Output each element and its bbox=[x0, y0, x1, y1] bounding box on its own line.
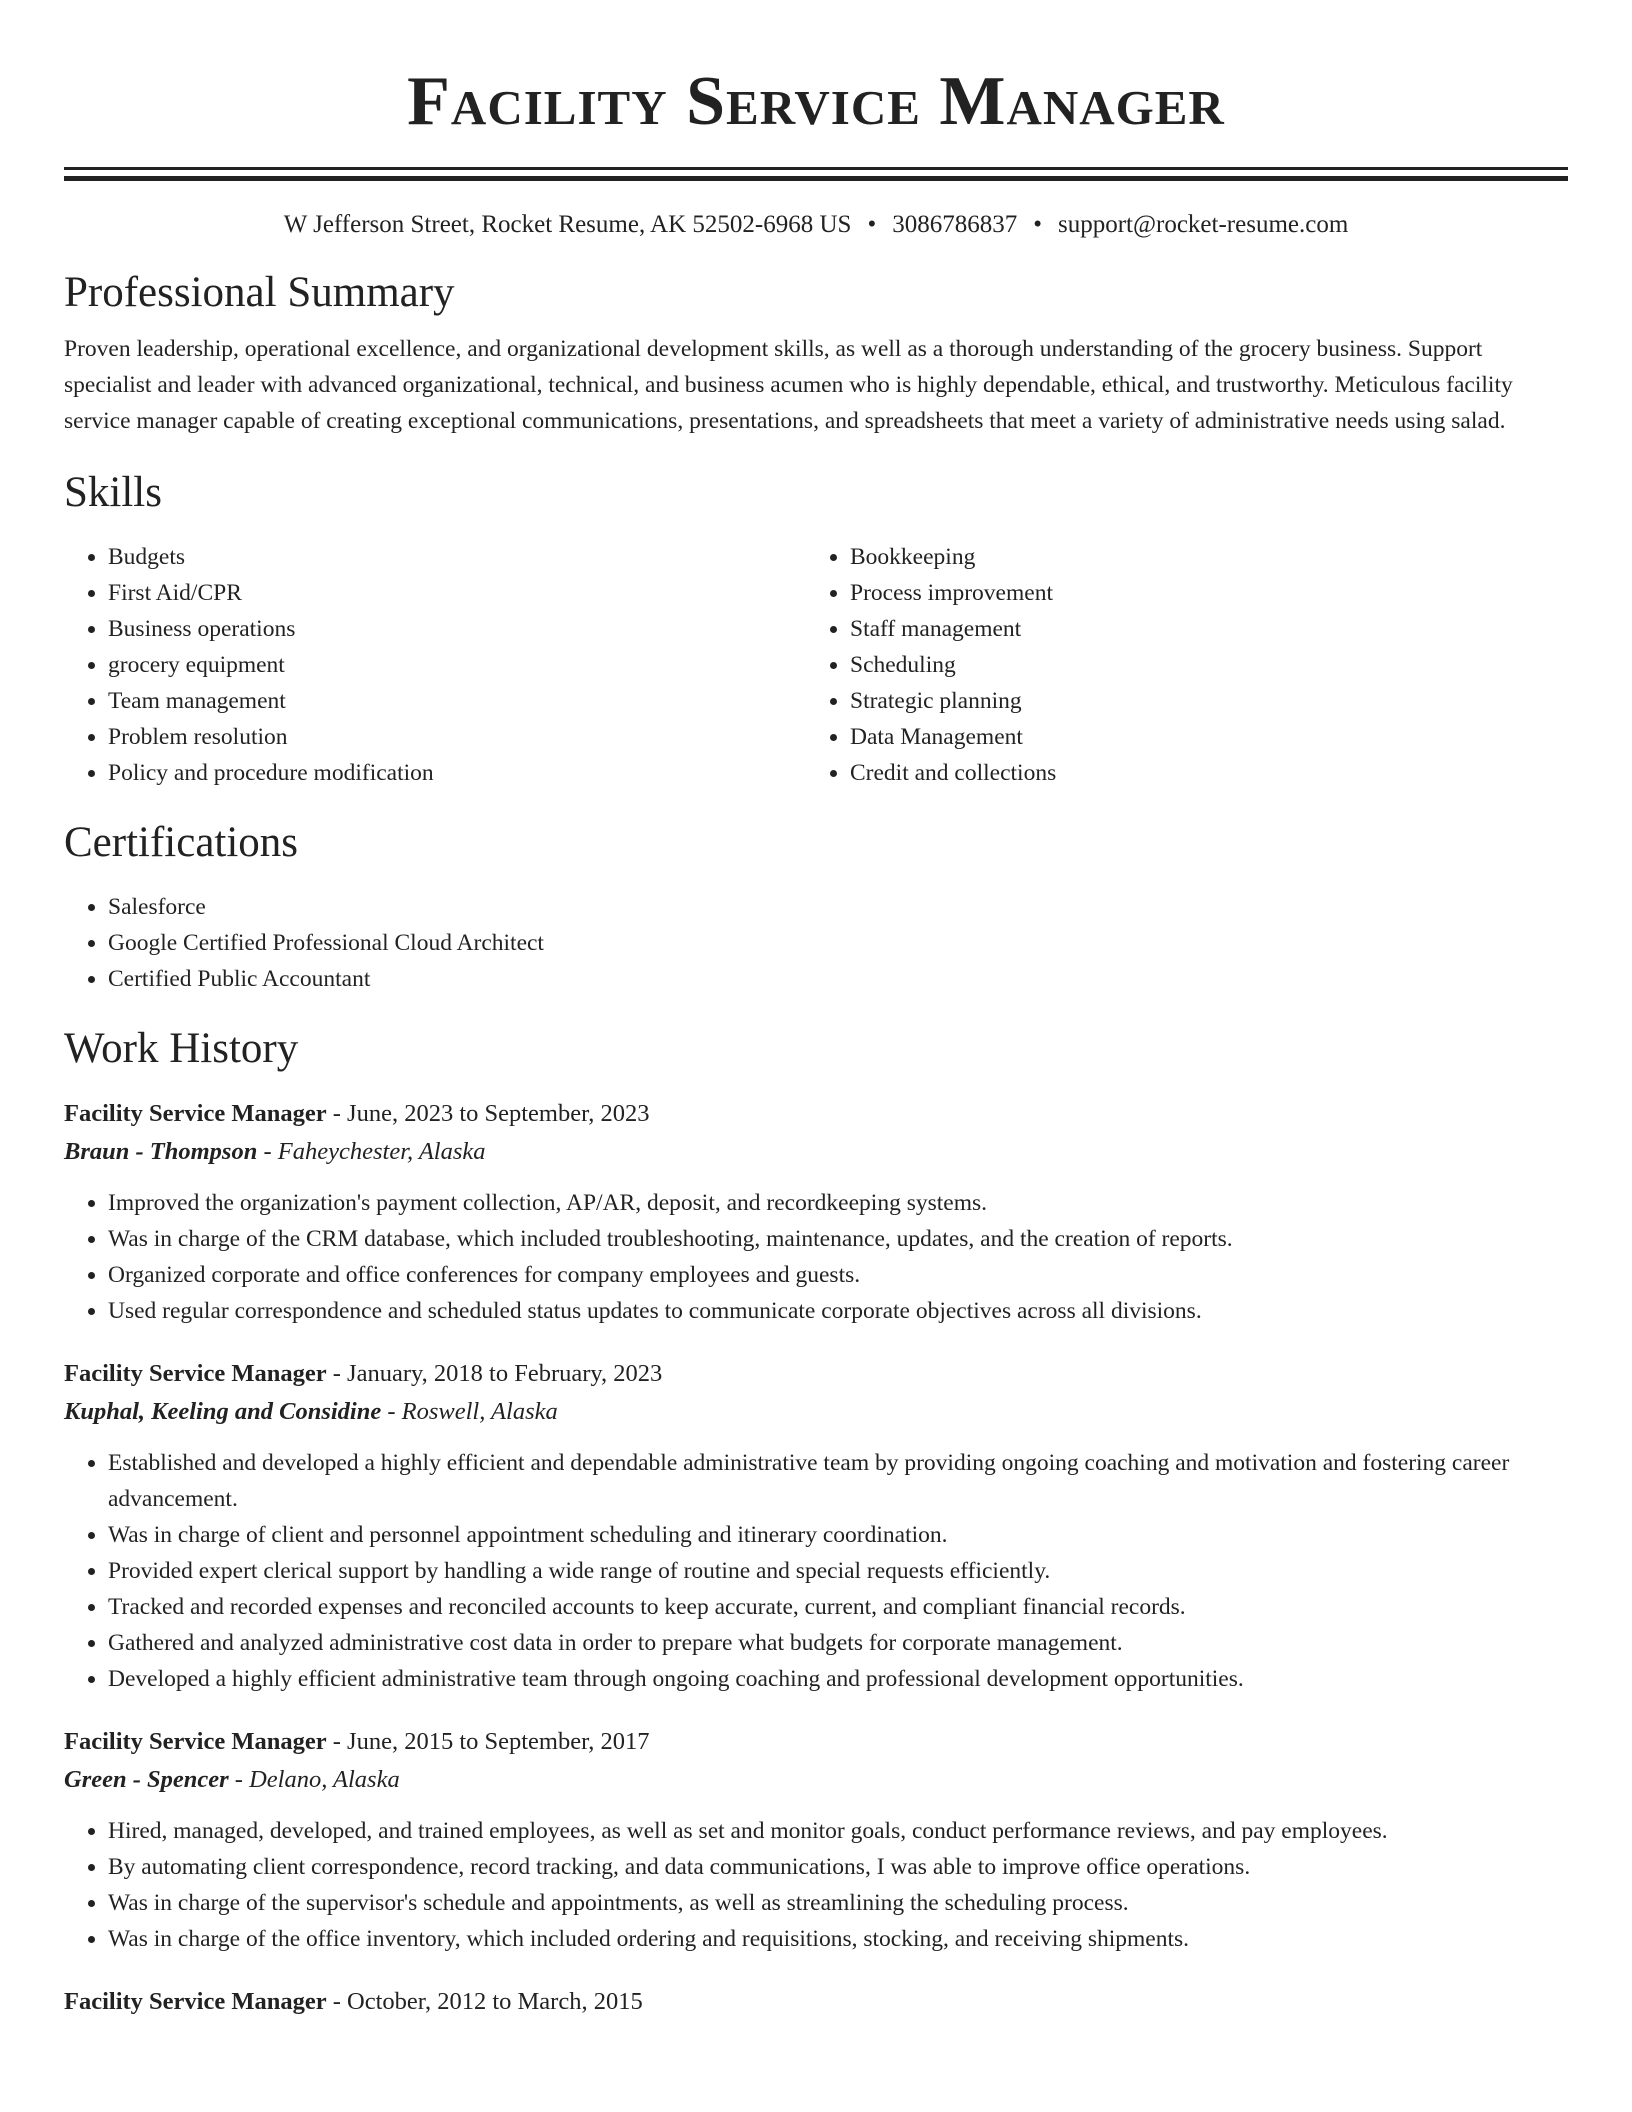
contact-email[interactable]: support@rocket-resume.com bbox=[1057, 211, 1349, 238]
skill-item: • Credit and collections bbox=[850, 755, 1548, 791]
job-company: Kuphal, Keeling and Considine bbox=[64, 1398, 382, 1425]
skill-item: • Bookkeeping bbox=[850, 539, 1548, 575]
job-title-line bbox=[64, 1095, 1568, 1133]
job-bullet: • Gathered and analyzed administrative cost data in order to prepare what budgets for corporate management. bbox=[108, 1625, 1568, 1661]
job-dates: June, 2023 to September, 2023 bbox=[347, 1100, 650, 1127]
summary-text: Proven leadership, operational excellence, and organizational development skills, as well as a thorough understanding of the grocery business. Support specialist and leader with advanced organizational, technical, and business acumen who is highly dependable, ethical, and trustworthy. Meticulous facility service manager capable of creating exceptional communications, presentations, and spreadsheets that meet a variety of administrative needs using salad. bbox=[64, 336, 1513, 434]
skills-column-left bbox=[64, 539, 806, 791]
skills-list-right bbox=[806, 539, 1548, 791]
job-dash: - bbox=[228, 1766, 250, 1793]
job-company-line bbox=[64, 1761, 1568, 1799]
job-location: Faheychester, Alaska bbox=[277, 1138, 486, 1165]
skill-item: • Process improvement bbox=[850, 575, 1548, 611]
job-bullet: • Was in charge of the office inventory, which included ordering and requisitions, stocking, and receiving shipments. bbox=[108, 1921, 1568, 1957]
job-dates: October, 2012 to March, 2015 bbox=[347, 1988, 643, 2015]
job-bullet: • Used regular correspondence and scheduled status updates to communicate corporate objectives across all divisions. bbox=[108, 1293, 1568, 1329]
job-entry bbox=[64, 1723, 1568, 1957]
contact-address: W Jefferson Street, Rocket Resume, AK 52502-6968 US bbox=[283, 211, 852, 238]
job-company-line bbox=[64, 1393, 1568, 1431]
skills-column-right bbox=[806, 539, 1548, 791]
job-role: Facility Service Manager bbox=[64, 1360, 327, 1387]
summary-heading: Professional Summary bbox=[64, 269, 455, 316]
skill-item: • Policy and procedure modification bbox=[108, 755, 806, 791]
job-title-line bbox=[64, 1723, 1568, 1761]
certification-item: • Google Certified Professional Cloud Architect bbox=[108, 925, 1568, 961]
skill-item: • Staff management bbox=[850, 611, 1548, 647]
job-company: Green - Spencer bbox=[64, 1766, 229, 1793]
job-bullet: • Hired, managed, developed, and trained employees, as well as set and monitor goals, conduct performance reviews, and pay employees. bbox=[108, 1813, 1568, 1849]
job-dates: January, 2018 to February, 2023 bbox=[347, 1360, 663, 1387]
skill-item: • Business operations bbox=[108, 611, 806, 647]
contact-separator: • bbox=[867, 211, 877, 238]
job-dash: - bbox=[326, 1728, 348, 1755]
certification-item: • Certified Public Accountant bbox=[108, 961, 1568, 997]
title-rule-thick bbox=[64, 176, 1568, 181]
job-bullet: • Developed a highly efficient administrative team through ongoing coaching and professional development opportunities. bbox=[108, 1661, 1568, 1697]
job-entry bbox=[64, 1983, 1568, 2021]
job-bullet: • Was in charge of the CRM database, which included troubleshooting, maintenance, updates, and the creation of reports. bbox=[108, 1221, 1568, 1257]
skill-item: • Budgets bbox=[108, 539, 806, 575]
job-bullets bbox=[64, 1813, 1568, 1957]
skills-grid bbox=[64, 539, 1568, 791]
job-location: Roswell, Alaska bbox=[401, 1398, 558, 1425]
job-bullet: • Was in charge of client and personnel appointment scheduling and itinerary coordination. bbox=[108, 1517, 1568, 1553]
skill-item: • grocery equipment bbox=[108, 647, 806, 683]
contact-line bbox=[64, 209, 1568, 241]
job-dash: - bbox=[326, 1100, 348, 1127]
job-dates: June, 2015 to September, 2017 bbox=[347, 1728, 650, 1755]
skill-item: • First Aid/CPR bbox=[108, 575, 806, 611]
job-dash: - bbox=[257, 1138, 278, 1165]
job-role: Facility Service Manager bbox=[64, 1100, 327, 1127]
job-bullet: • Provided expert clerical support by handling a wide range of routine and special requests efficiently. bbox=[108, 1553, 1568, 1589]
job-bullets bbox=[64, 1445, 1568, 1697]
skill-item: • Team management bbox=[108, 683, 806, 719]
title-rule-thin bbox=[64, 167, 1568, 170]
contact-separator: • bbox=[1033, 211, 1042, 238]
job-bullet: • By automating client correspondence, record tracking, and data communications, I was able to improve office operations. bbox=[108, 1849, 1568, 1885]
certifications-heading: Certifications bbox=[64, 819, 299, 866]
job-title-line bbox=[64, 1355, 1568, 1393]
skills-list-left bbox=[64, 539, 806, 791]
certification-item: • Salesforce bbox=[108, 889, 1568, 925]
job-bullet: • Established and developed a highly efficient and dependable administrative team by providing ongoing coaching and motivation and fostering career advancement. bbox=[108, 1445, 1568, 1517]
job-bullet: • Was in charge of the supervisor's schedule and appointments, as well as streamlining the scheduling process. bbox=[108, 1885, 1568, 1921]
job-bullet: • Tracked and recorded expenses and reconciled accounts to keep accurate, current, and compliant financial records. bbox=[108, 1589, 1568, 1625]
job-company: Braun - Thompson bbox=[64, 1138, 258, 1165]
resume-title: Facility Service Manager bbox=[407, 63, 1225, 140]
job-role: Facility Service Manager bbox=[64, 1728, 327, 1755]
job-entry bbox=[64, 1095, 1568, 1329]
job-dash: - bbox=[381, 1398, 402, 1425]
job-bullet: • Organized corporate and office conferences for company employees and guests. bbox=[108, 1257, 1568, 1293]
job-role: Facility Service Manager bbox=[64, 1988, 327, 2015]
job-title-line bbox=[64, 1983, 1568, 2021]
job-company-line bbox=[64, 1133, 1568, 1171]
work-history-heading: Work History bbox=[64, 1025, 299, 1072]
skill-item: • Scheduling bbox=[850, 647, 1548, 683]
skill-item: • Strategic planning bbox=[850, 683, 1548, 719]
skill-item: • Problem resolution bbox=[108, 719, 806, 755]
job-dash: - bbox=[326, 1360, 348, 1387]
contact-phone: 3086786837 bbox=[892, 211, 1018, 238]
job-dash: - bbox=[326, 1988, 348, 2015]
job-location: Delano, Alaska bbox=[249, 1766, 400, 1793]
skills-heading: Skills bbox=[64, 469, 162, 516]
job-bullets bbox=[64, 1185, 1568, 1329]
job-entry bbox=[64, 1355, 1568, 1697]
skill-item: • Data Management bbox=[850, 719, 1548, 755]
certifications-list bbox=[64, 889, 1568, 997]
job-bullet: • Improved the organization's payment collection, AP/AR, deposit, and recordkeeping systems. bbox=[108, 1185, 1568, 1221]
